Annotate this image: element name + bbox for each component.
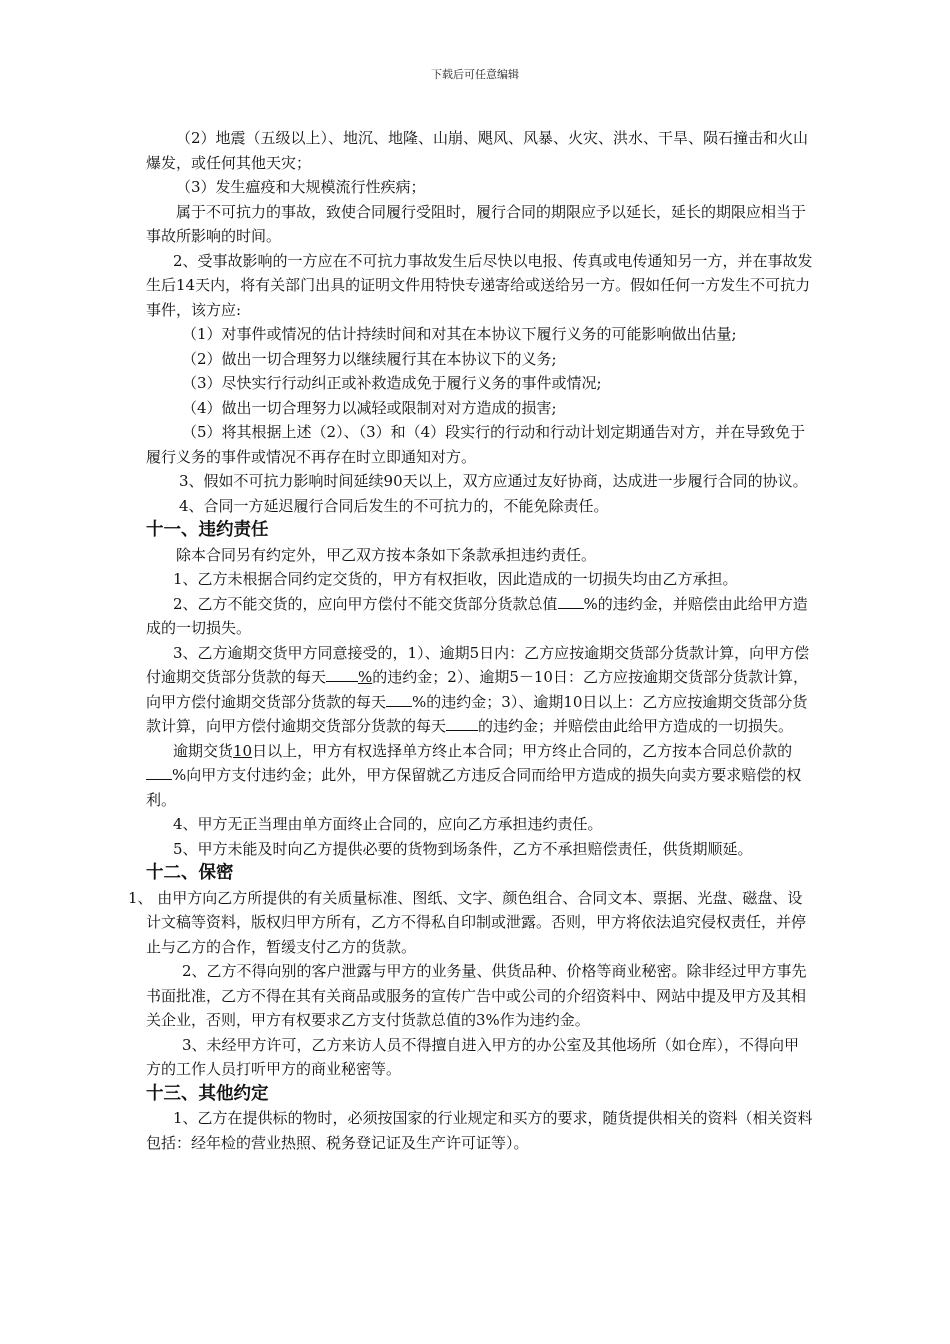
paragraph: （1）对事件或情况的估计持续时间和对其在本协议下履行义务的可能影响做出估量; xyxy=(182,325,737,343)
blank-underline xyxy=(446,716,478,731)
paragraph: 1、 由甲方向乙方所提供的有关质量标准、图纸、文字、颜色组合、合同文本、票据、光盘、磁盘、设计文稿等资料，版权归甲方所有，乙方不得私自印制或泄露。否则，甲方将依法追究侵权责任，并停止与乙方的合作，暂缓支付乙方的货款。 xyxy=(128,888,807,956)
paragraph: （3）尽快实行行动纠正或补救造成免于履行义务的事件或情况; xyxy=(182,374,602,392)
paragraph: 1、乙方在提供标的物时，必须按国家的行业规定和买方的要求，随货提供相关的资料（相关资料包括：经年检的营业热照、税务登记证及生产许可证等）。 xyxy=(146,1109,813,1152)
text-run: % xyxy=(358,668,373,686)
paragraph: （2）做出一切合理努力以继续履行其在本协议下的义务; xyxy=(182,349,557,368)
blank-underline xyxy=(558,594,584,609)
paragraph: （5）将其根据上述（2）、（3）和（4）段实行的行动和行动计划定期通告对方，并在导致免于履行义务的事件或情况不再存在时立即通知对方。 xyxy=(146,423,806,466)
text-run: 的违约金；2）、逾期5－10日：乙方应按逾期交货部分货款计算，向甲方偿付逾期交货部分货款的每天 xyxy=(146,668,808,711)
paragraph: 2、受事故影响的一方应在不可抗力事故发生后尽快以电报、传真或电传通知另一方，并在事故发生后14天内，将有关部门出具的证明文件用特快专递寄给或送给另一方。假如任何一方发生不可抗力事件，该方应: xyxy=(146,251,813,319)
section-heading-13: 十三、其他约定 xyxy=(146,1083,269,1104)
text-run: %向甲方支付违约金；此外，甲方保留就乙方违反合同而给甲方造成的损失向卖方要求赔偿的权利。 xyxy=(146,766,802,809)
blank-underline xyxy=(146,765,172,780)
paragraph: 4、甲方无正当理由单方面终止合同的，应向乙方承担违约责任。 xyxy=(173,815,603,833)
text-run: %的违约金，并赔偿由此给甲方造成的一切损失。 xyxy=(146,594,808,637)
paragraph: 3、未经甲方许可，乙方来访人员不得擅自进入甲方的办公室及其他场所（如仓库），不得向甲方的工作人员打听甲方的商业秘密等。 xyxy=(146,1035,800,1078)
text-run: 的违约金；并赔偿由此给甲方造成的一切损失。 xyxy=(478,717,794,735)
text-run: 3、乙方逾期交货甲方同意接受的，1）、逾期5日内：乙方应按逾期交货部分货款计算，向甲方偿付逾期交货部分货款的每天 xyxy=(146,643,810,686)
paragraph: 1、乙方未根据合同约定交货的，甲方有权拒收，因此造成的一切损失均由乙方承担。 xyxy=(173,570,738,588)
blank-underline xyxy=(326,667,358,682)
text-run: %的违约金；3）、逾期10日以上：乙方应按逾期交货部分货款计算，向甲方偿付逾期交货部分货款的每天 xyxy=(146,692,808,735)
section-heading-12: 十二、保密 xyxy=(146,863,234,883)
paragraph: 除本合同另有约定外，甲乙双方按本条如下条款承担违约责任。 xyxy=(176,545,597,564)
paragraph: （2）地震（五级以上）、地沉、地隆、山崩、飓风、风暴、火灾、洪水、干旱、陨石撞击和火山爆发，或任何其他天灾； xyxy=(146,129,809,172)
paragraph: （4）做出一切合理努力以减轻或限制对对方造成的损害; xyxy=(182,398,557,417)
blank-underline xyxy=(386,692,412,707)
text-run: 逾期交货 xyxy=(173,741,234,760)
paragraph: 5、甲方未能及时向乙方提供必要的货物到场条件，乙方不承担赔偿责任，供货期顺延。 xyxy=(173,839,753,858)
page-header: 下载后可任意编辑 xyxy=(431,68,519,81)
paragraph: 2、乙方不得向别的客户泄露与甲方的业务量、供货品种、价格等商业秘密。除非经过甲方事先书面批准，乙方不得在其有关商品或服务的宣传广告中或公司的介绍资料中、网站中提及甲方及其相关企业，否则，甲方有权要求乙方支付货款总值的3%作为违约金。 xyxy=(146,962,807,1029)
paragraph: 4、合同一方延迟履行合同后发生的不可抗力的，不能免除责任。 xyxy=(179,496,609,515)
paragraph: 3、假如不可抗力影响时间延续90天以上，双方应通过友好协商，达成进一步履行合同的协议。 xyxy=(179,472,808,490)
paragraph: （3）发生瘟疫和大规模流行性疾病； xyxy=(176,178,426,196)
text-run: 2、乙方不能交货的，应向甲方偿付不能交货部分货款总值 xyxy=(173,594,558,613)
text-run: 10 xyxy=(233,741,253,760)
section-heading-11: 十一、违约责任 xyxy=(146,520,269,540)
paragraph xyxy=(146,739,814,813)
paragraph xyxy=(146,592,814,641)
text-run: 日以上，甲方有权选择单方终止本合同；甲方终止合同的，乙方按本合同总价款的 xyxy=(252,741,793,760)
paragraph xyxy=(146,641,814,739)
paragraph: 属于不可抗力的事故，致使合同履行受阻时，履行合同的期限应予以延长，延长的期限应相当于事故所影响的时间。 xyxy=(146,202,807,245)
document-body xyxy=(128,126,814,1155)
